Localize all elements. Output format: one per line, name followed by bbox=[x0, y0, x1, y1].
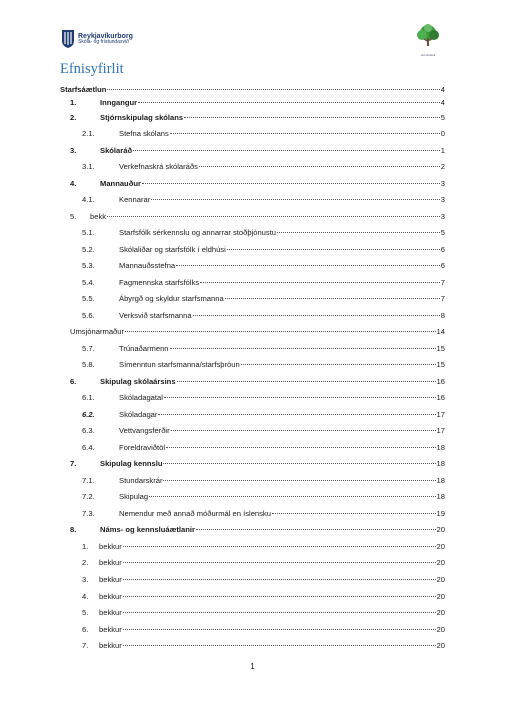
toc-entry[interactable] bbox=[60, 85, 445, 96]
toc-entry-label: Stundarskrár bbox=[119, 476, 163, 485]
toc-entry-label: Inngangur bbox=[100, 98, 138, 107]
toc-entry-label: Verksvið starfsmanna bbox=[119, 311, 192, 320]
toc-entry-page: 18 bbox=[436, 492, 445, 501]
dot-leader bbox=[123, 612, 436, 613]
toc-entry[interactable] bbox=[60, 179, 445, 190]
toc-entry[interactable] bbox=[60, 129, 445, 140]
dot-leader bbox=[170, 133, 440, 134]
toc-entry-label: Skipulag kennslu bbox=[100, 459, 163, 468]
dot-leader bbox=[151, 199, 440, 200]
toc-entry-page: 20 bbox=[436, 641, 445, 650]
toc-entry-page: 6 bbox=[440, 261, 445, 270]
toc-entry[interactable] bbox=[60, 294, 445, 305]
dot-leader bbox=[163, 463, 435, 464]
toc-entry-page: 3 bbox=[440, 195, 445, 204]
toc-entry-number: 2. bbox=[82, 558, 89, 567]
toc-entry-label: Kennarar bbox=[119, 195, 151, 204]
toc-entry[interactable] bbox=[60, 377, 445, 388]
toc-entry-number: 5. bbox=[82, 608, 89, 617]
dot-leader bbox=[163, 480, 435, 481]
toc-entry-number: 7. bbox=[82, 641, 89, 650]
dot-leader bbox=[199, 166, 440, 167]
toc-entry[interactable] bbox=[60, 195, 445, 206]
toc-entry-label: Starfsáætlun bbox=[60, 85, 107, 94]
dot-leader bbox=[225, 298, 440, 299]
logo-subtitle: Skóla- og frístundasvið bbox=[78, 39, 129, 46]
toc-entry-label: Vettvangsferðir bbox=[119, 426, 170, 435]
toc-entry-number: 7.2. bbox=[82, 492, 95, 501]
toc-entry[interactable] bbox=[60, 426, 445, 437]
toc-entry-page: 4 bbox=[440, 85, 445, 94]
dot-leader bbox=[272, 513, 436, 514]
toc-entry-label: Umsjónarmaður bbox=[70, 327, 125, 336]
toc-entry-page: 1 bbox=[440, 146, 445, 155]
toc-entry[interactable] bbox=[60, 558, 445, 569]
toc-entry-label: bekkur bbox=[99, 542, 122, 551]
toc-entry[interactable] bbox=[60, 625, 445, 636]
toc-entry-label: Skipulag skólaársins bbox=[100, 377, 176, 386]
dot-leader bbox=[123, 645, 436, 646]
dot-leader bbox=[227, 249, 440, 250]
toc-entry-number: 6. bbox=[82, 625, 89, 634]
dot-leader bbox=[123, 546, 436, 547]
toc-entry-label: Símenntun starfsmanna/starfsþróun bbox=[119, 360, 240, 369]
logo-name: Reykjavíkurborg bbox=[78, 32, 133, 40]
toc-entry[interactable] bbox=[60, 360, 445, 371]
dot-leader bbox=[184, 117, 440, 118]
toc-entry[interactable] bbox=[60, 162, 445, 173]
toc-entry[interactable] bbox=[60, 113, 445, 124]
toc-entry-number: 2. bbox=[70, 113, 77, 122]
dot-leader bbox=[200, 282, 440, 283]
toc-entry-page: 7 bbox=[440, 294, 445, 303]
toc-entry[interactable] bbox=[60, 311, 445, 322]
toc-entry-number: 5.1. bbox=[82, 228, 95, 237]
toc-entry-number: 7. bbox=[70, 459, 77, 468]
toc-entry-page: 20 bbox=[436, 525, 445, 534]
toc-entry-page: 4 bbox=[440, 98, 445, 107]
toc-entry-page: 7 bbox=[440, 278, 445, 287]
toc-entry-number: 5.4. bbox=[82, 278, 95, 287]
toc-entry-page: 5 bbox=[440, 113, 445, 122]
toc-entry-page: 17 bbox=[436, 410, 445, 419]
toc-entry[interactable] bbox=[60, 608, 445, 619]
toc-entry-page: 20 bbox=[436, 575, 445, 584]
toc-entry-page: 16 bbox=[436, 377, 445, 386]
toc-entry-number: 7.1. bbox=[82, 476, 95, 485]
toc-entry[interactable] bbox=[60, 393, 445, 404]
toc-entry[interactable] bbox=[60, 245, 445, 256]
dot-leader bbox=[142, 183, 440, 184]
toc-entry-number: 5. bbox=[70, 212, 77, 221]
toc-title: Efnisyfirlit bbox=[60, 61, 124, 77]
toc-entry-number: 5.3. bbox=[82, 261, 95, 270]
toc-entry[interactable] bbox=[60, 261, 445, 272]
toc-entry[interactable] bbox=[60, 525, 445, 536]
toc-entry-label: bekkur bbox=[99, 641, 122, 650]
toc-entry[interactable] bbox=[60, 592, 445, 603]
toc-entry-page: 3 bbox=[440, 212, 445, 221]
toc-entry-number: 5.6. bbox=[82, 311, 95, 320]
dot-leader bbox=[158, 414, 435, 415]
dot-leader bbox=[149, 496, 435, 497]
dot-leader bbox=[123, 596, 436, 597]
crest-icon bbox=[62, 30, 74, 48]
dot-leader bbox=[123, 629, 436, 630]
toc-entry[interactable] bbox=[60, 327, 445, 338]
school-logo-text: Grunnskóli bbox=[420, 53, 436, 57]
toc-entry-number: 1. bbox=[82, 542, 89, 551]
toc-entry-page: 3 bbox=[440, 179, 445, 188]
toc-entry-number: 3. bbox=[82, 575, 89, 584]
toc-entry-label: bekk bbox=[90, 212, 107, 221]
toc-entry-label: Skólaráð bbox=[100, 146, 133, 155]
toc-entry-page: 8 bbox=[440, 311, 445, 320]
toc-entry-number: 4. bbox=[82, 592, 89, 601]
toc-entry-label: Nemendur með annað móðurmál en íslensku bbox=[119, 509, 271, 518]
toc-entry-number: 3.1. bbox=[82, 162, 95, 171]
dot-leader bbox=[164, 397, 436, 398]
dot-leader bbox=[170, 348, 436, 349]
toc-entry-label: Trúnaðarmenn bbox=[119, 344, 169, 353]
dot-leader bbox=[193, 315, 440, 316]
toc-entry-label: Skóladagatal bbox=[119, 393, 163, 402]
toc-entry-page: 15 bbox=[436, 360, 445, 369]
toc-entry[interactable] bbox=[60, 146, 445, 157]
toc-entry-number: 5.8. bbox=[82, 360, 95, 369]
toc-entry-number: 5.7. bbox=[82, 344, 95, 353]
toc-entry-page: 19 bbox=[436, 509, 445, 518]
toc-entry-label: Skóladagar bbox=[119, 410, 158, 419]
dot-leader bbox=[123, 562, 436, 563]
toc-entry-label: Foreldraviðtöl bbox=[119, 443, 166, 452]
dot-leader bbox=[125, 331, 436, 332]
toc-entry-number: 6.1. bbox=[82, 393, 95, 402]
toc-entry-number: 4. bbox=[70, 179, 77, 188]
toc-entry-page: 16 bbox=[436, 393, 445, 402]
dot-leader bbox=[196, 529, 436, 530]
dot-leader bbox=[177, 381, 436, 382]
dot-leader bbox=[277, 232, 440, 233]
toc-entry-number: 8. bbox=[70, 525, 77, 534]
dot-leader bbox=[138, 102, 440, 103]
toc-entry-page: 15 bbox=[436, 344, 445, 353]
toc-entry-label: Mannauðsstefna bbox=[119, 261, 176, 270]
toc-entry-label: Náms- og kennsluáætlanir bbox=[100, 525, 195, 534]
toc-entry-page: 5 bbox=[440, 228, 445, 237]
toc-entry-page: 20 bbox=[436, 558, 445, 567]
toc-entry-page: 20 bbox=[436, 542, 445, 551]
dot-leader bbox=[171, 430, 436, 431]
toc-entry[interactable] bbox=[60, 278, 445, 289]
toc-entry[interactable] bbox=[60, 459, 445, 470]
toc-entry-label: Skipulag bbox=[119, 492, 149, 501]
toc-entry-label: bekkur bbox=[99, 625, 122, 634]
dot-leader bbox=[107, 89, 439, 90]
dot-leader bbox=[133, 150, 440, 151]
toc-entry-number: 7.3. bbox=[82, 509, 95, 518]
toc-entry-number: 5.2. bbox=[82, 245, 95, 254]
toc-entry-label: Fagmennska starfsfólks bbox=[119, 278, 200, 287]
toc-entry-page: 20 bbox=[436, 608, 445, 617]
toc-entry-number: 4.1. bbox=[82, 195, 95, 204]
toc-entry-label: Stjórnskipulag skólans bbox=[100, 113, 184, 122]
toc-entry-number: 3. bbox=[70, 146, 77, 155]
toc-entry[interactable] bbox=[60, 212, 445, 223]
toc-entry-number: 2.1. bbox=[82, 129, 95, 138]
toc-entry-page: 20 bbox=[436, 592, 445, 601]
toc-entry-label: Skólaliðar og starfsfólk í eldhúsi bbox=[119, 245, 226, 254]
school-tree-logo bbox=[413, 22, 443, 57]
toc-entry-label: Starfsfólk sérkennslu og annarrar stoðþjónustu bbox=[119, 228, 277, 237]
toc-entry[interactable] bbox=[60, 575, 445, 586]
dot-leader bbox=[176, 265, 440, 266]
toc-entry-number: 5.5. bbox=[82, 294, 95, 303]
toc-entry-page: 2 bbox=[440, 162, 445, 171]
toc-entry[interactable] bbox=[60, 410, 445, 421]
toc-entry-label: bekkur bbox=[99, 608, 122, 617]
toc-entry-page: 0 bbox=[440, 129, 445, 138]
page-number: 1 bbox=[250, 662, 255, 671]
toc-entry-number: 1. bbox=[70, 98, 77, 107]
toc-entry-label: bekkur bbox=[99, 558, 122, 567]
toc-entry-page: 17 bbox=[436, 426, 445, 435]
toc-entry-number: 6.4. bbox=[82, 443, 95, 452]
dot-leader bbox=[166, 447, 436, 448]
toc-entry[interactable] bbox=[60, 542, 445, 553]
toc-entry-label: Verkefnaskrá skólaráðs bbox=[119, 162, 198, 171]
toc-entry[interactable] bbox=[60, 509, 445, 520]
toc-entry-label: Stefna skólans bbox=[119, 129, 169, 138]
toc-entry[interactable] bbox=[60, 476, 445, 487]
toc-entry-page: 14 bbox=[436, 327, 445, 336]
toc-entry[interactable] bbox=[60, 492, 445, 503]
toc-entry-label: Ábyrgð og skyldur starfsmanna bbox=[119, 294, 224, 303]
tree-icon bbox=[413, 22, 443, 50]
toc-entry-page: 18 bbox=[436, 459, 445, 468]
toc-entry[interactable] bbox=[60, 98, 445, 109]
toc-entry-label: Mannauður bbox=[100, 179, 141, 188]
toc-entry-number: 6.2. bbox=[82, 410, 95, 419]
toc-entry-page: 18 bbox=[436, 476, 445, 485]
dot-leader bbox=[241, 364, 436, 365]
toc-entry-label: bekkur bbox=[99, 575, 122, 584]
dot-leader bbox=[123, 579, 436, 580]
toc-entry[interactable] bbox=[60, 344, 445, 355]
toc-entry-page: 18 bbox=[436, 443, 445, 452]
toc-entry-page: 6 bbox=[440, 245, 445, 254]
toc-entry[interactable] bbox=[60, 228, 445, 239]
toc-entry[interactable] bbox=[60, 641, 445, 652]
toc-entry-page: 20 bbox=[436, 625, 445, 634]
toc-entry[interactable] bbox=[60, 443, 445, 454]
toc-entry-label: bekkur bbox=[99, 592, 122, 601]
dot-leader bbox=[107, 216, 440, 217]
toc-entry-number: 6. bbox=[70, 377, 77, 386]
reykjavik-logo bbox=[62, 30, 133, 48]
toc-entry-number: 6.3. bbox=[82, 426, 95, 435]
